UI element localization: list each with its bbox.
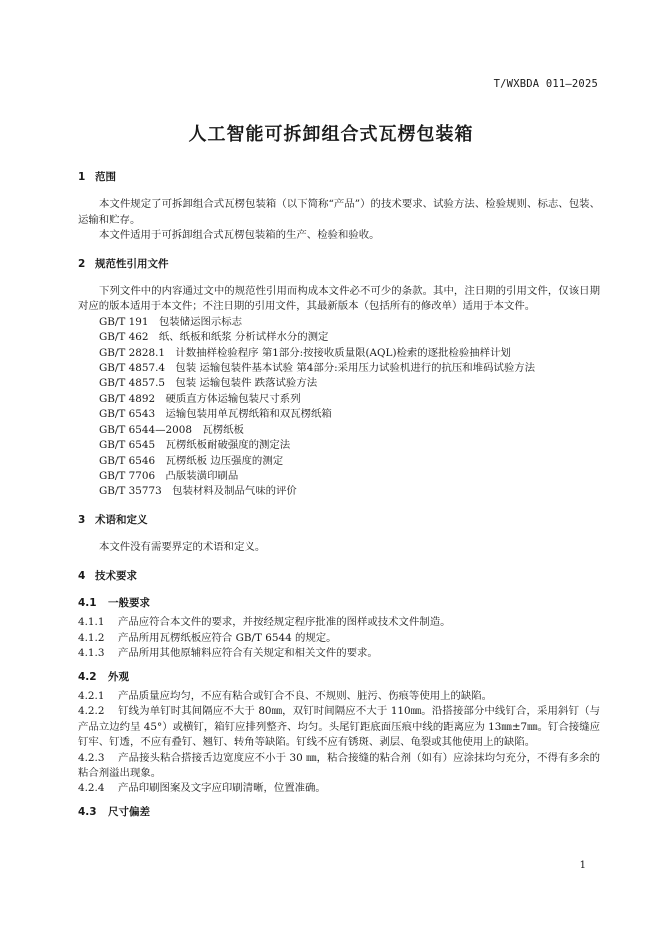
reference-item: GB/T 462 纸、纸板和纸浆 分析试样水分的测定 (99, 331, 329, 344)
reference-item: GB/T 7706 凸版装潢印刷品 (99, 469, 239, 482)
subsection-heading-dimension-tolerance: 4.3 尺寸偏差 (78, 805, 150, 818)
reference-item: GB/T 6546 瓦楞纸板 边压强度的测定 (99, 454, 284, 467)
section-heading-terms: 3 术语和定义 (78, 513, 148, 526)
section-heading-technical-requirements: 4 技术要求 (78, 569, 137, 582)
paragraph: 本文件规定了可拆卸组合式瓦楞包装箱（以下简称“产品”）的技术要求、试验方法、检验规则、标志、包装、运输和贮存。 (78, 198, 600, 226)
reference-item: GB/T 6544—2008 瓦楞纸板 (99, 423, 244, 436)
reference-item: GB/T 191 包装储运图示标志 (99, 315, 243, 328)
clause-item: 4.1.2 产品所用瓦楞纸板应符合 GB/T 6544 的规定。 (78, 631, 337, 644)
reference-item: GB/T 4857.5 包装 运输包装件 跌落试验方法 (99, 377, 318, 390)
reference-item: GB/T 6545 瓦楞纸板耐破强度的测定法 (99, 439, 291, 452)
clause-item: 4.2.2 钉线为单钉时其间隔应不大于 80㎜，双钉时间隔应不大于 110㎜。沿搭接部分中线钉合，采用斜钉（与产品立边约呈 45°）或横钉，箱钉应排列整齐、均匀。头尾钉距底面压痕中线的距离应为 13㎜±7㎜。钉合接缝应钉牢、钉透，不应有叠钉、翘钉、转角等缺陷。钉线不应有锈斑、剥层、龟裂或其他使用上的缺陷。 (78, 705, 600, 749)
reference-item: GB/T 35773 包装材料及制品气味的评价 (99, 485, 297, 498)
section-heading-normative-references: 2 规范性引用文件 (78, 257, 169, 270)
subsection-heading-general: 4.1 一般要求 (78, 596, 150, 609)
clause-item: 4.2.4 产品印刷图案及文字应印刷清晰，位置准确。 (78, 782, 326, 795)
page-number: 1 (579, 860, 586, 871)
reference-item: GB/T 6543 运输包装用单瓦楞纸箱和双瓦楞纸箱 (99, 408, 332, 421)
clause-item: 4.1.1 产品应符合本文件的要求，并按经规定程序批准的图样或技术文件制造。 (78, 616, 451, 629)
document-title: 人工智能可拆卸组合式瓦楞包装箱 (188, 124, 474, 145)
clause-item: 4.1.3 产品所用其他原辅料应符合有关规定和相关文件的要求。 (78, 647, 378, 660)
clause-item: 4.2.1 产品质量应均匀，不应有粘合或钉合不良、不规则、脏污、伤痕等使用上的缺陷。 (78, 689, 493, 702)
reference-item: GB/T 4857.4 包装 运输包装件基本试验 第4部分:采用压力试验机进行的抗压和堆码试验方法 (99, 362, 536, 375)
section-heading-scope: 1 范围 (78, 171, 116, 183)
standard-code: T/WXBDA 011—2025 (493, 78, 598, 90)
paragraph: 下列文件中的内容通过文中的规范性引用而构成本文件必不可少的条款。其中，注日期的引用文件，仅该日期对应的版本适用于本文件；不注日期的引用文件，其最新版本（包括所有的修改单）适用于本文件。 (78, 285, 600, 313)
clause-item: 4.2.3 产品接头粘合搭接舌边宽度应不小于 30 ㎜，粘合接缝的粘合剂（如有）应涂抹均匀充分，不得有多余的粘合剂溢出现象。 (78, 751, 600, 779)
paragraph: 本文件没有需要界定的术语和定义。 (99, 541, 266, 554)
reference-item: GB/T 2828.1 计数抽样检验程序 第1部分:按接收质量限(AQL)检索的逐批检验抽样计划 (99, 346, 511, 359)
reference-item: GB/T 4892 硬质直方体运输包装尺寸系列 (99, 392, 301, 405)
paragraph: 本文件适用于可拆卸组合式瓦楞包装箱的生产、检验和验收。 (99, 229, 380, 242)
document-body (78, 170, 600, 824)
subsection-heading-appearance: 4.2 外观 (78, 670, 129, 683)
